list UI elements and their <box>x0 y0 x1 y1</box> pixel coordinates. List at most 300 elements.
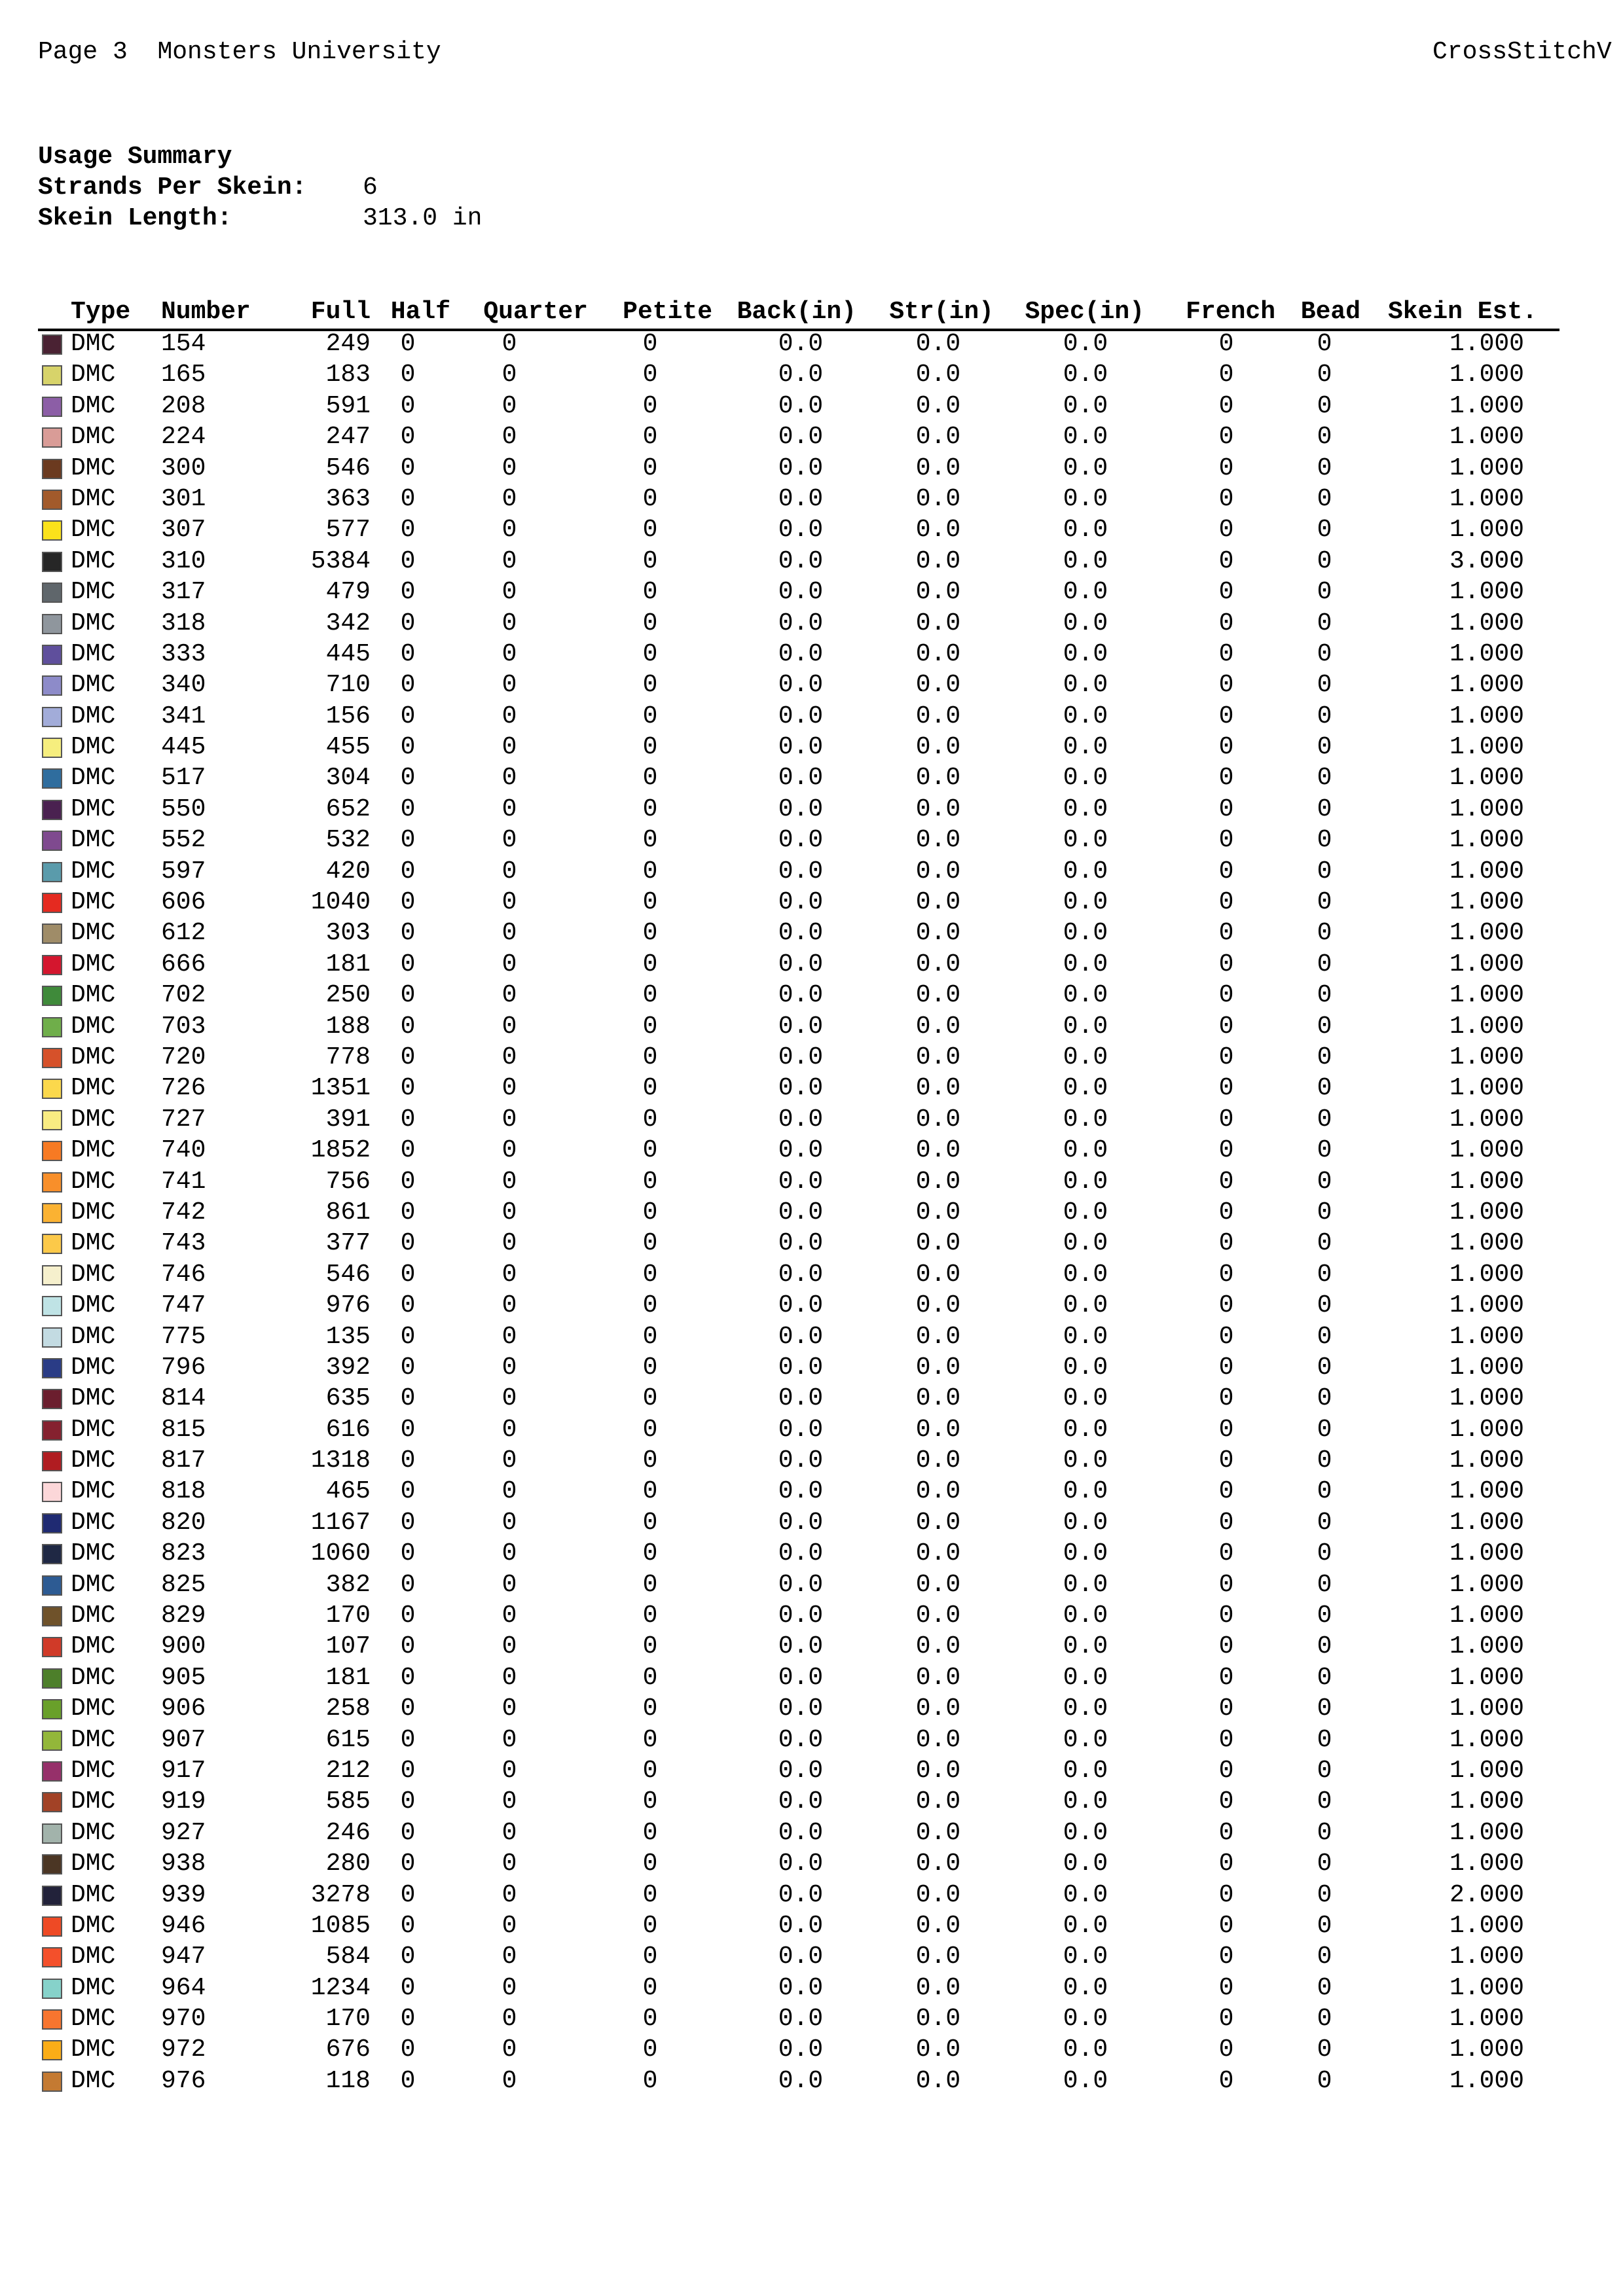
cell-half: 0 <box>400 1602 416 1630</box>
cell-petite: 0 <box>642 1756 658 1785</box>
cell-french: 0 <box>1218 1756 1234 1785</box>
cell-type: DMC <box>71 1074 116 1103</box>
cell-bead: 0 <box>1317 1632 1332 1661</box>
cell-skein: 1.000 <box>1449 1446 1524 1475</box>
cell-french: 0 <box>1218 795 1234 823</box>
color-swatch <box>42 955 62 975</box>
cell-french: 0 <box>1218 1167 1234 1196</box>
cell-number: 597 <box>161 857 206 886</box>
cell-french: 0 <box>1218 1632 1234 1661</box>
cell-back: 0.0 <box>778 2005 824 2034</box>
cell-skein: 1.000 <box>1449 2036 1524 2064</box>
cell-quarter: 0 <box>501 857 517 886</box>
cell-bead: 0 <box>1317 857 1332 886</box>
cell-type: DMC <box>71 826 116 855</box>
cell-type: DMC <box>71 1850 116 1878</box>
cell-skein: 2.000 <box>1449 1880 1524 1909</box>
cell-spec: 0.0 <box>1063 1570 1108 1599</box>
cell-skein: 1.000 <box>1449 1136 1524 1165</box>
cell-type: DMC <box>71 1818 116 1847</box>
cell-back: 0.0 <box>778 1725 824 1754</box>
cell-full: 1040 <box>310 888 371 917</box>
cell-type: DMC <box>71 1973 116 2002</box>
cell-bead: 0 <box>1317 391 1332 420</box>
cell-str: 0.0 <box>915 454 961 482</box>
color-swatch <box>42 862 62 882</box>
cell-french: 0 <box>1218 1911 1234 1940</box>
cell-number: 743 <box>161 1229 206 1258</box>
cell-str: 0.0 <box>915 1850 961 1878</box>
cell-str: 0.0 <box>915 609 961 637</box>
cell-skein: 1.000 <box>1449 1074 1524 1103</box>
cell-back: 0.0 <box>778 1787 824 1816</box>
cell-spec: 0.0 <box>1063 1136 1108 1165</box>
cell-full: 3278 <box>310 1880 371 1909</box>
cell-french: 0 <box>1218 1973 1234 2002</box>
cell-french: 0 <box>1218 1818 1234 1847</box>
cell-half: 0 <box>400 1539 416 1568</box>
cell-quarter: 0 <box>501 1632 517 1661</box>
cell-half: 0 <box>400 1477 416 1506</box>
cell-number: 970 <box>161 2005 206 2034</box>
cell-full: 170 <box>325 1602 371 1630</box>
cell-bead: 0 <box>1317 2066 1332 2095</box>
cell-quarter: 0 <box>501 1695 517 1723</box>
color-swatch <box>42 1761 62 1782</box>
cell-type: DMC <box>71 1880 116 1909</box>
color-swatch <box>42 2040 62 2060</box>
cell-skein: 1.000 <box>1449 1787 1524 1816</box>
color-swatch <box>42 552 62 572</box>
cell-quarter: 0 <box>501 547 517 575</box>
cell-half: 0 <box>400 1353 416 1382</box>
cell-petite: 0 <box>642 1508 658 1537</box>
cell-skein: 1.000 <box>1449 671 1524 700</box>
cell-french: 0 <box>1218 671 1234 700</box>
cell-skein: 1.000 <box>1449 826 1524 855</box>
cell-number: 740 <box>161 1136 206 1165</box>
cell-quarter: 0 <box>501 1446 517 1475</box>
cell-spec: 0.0 <box>1063 2066 1108 2095</box>
cell-full: 382 <box>325 1570 371 1599</box>
cell-full: 107 <box>325 1632 371 1661</box>
cell-petite: 0 <box>642 1043 658 1071</box>
cell-bead: 0 <box>1317 733 1332 762</box>
cell-full: 377 <box>325 1229 371 1258</box>
cell-bead: 0 <box>1317 1322 1332 1351</box>
cell-str: 0.0 <box>915 1818 961 1847</box>
cell-str: 0.0 <box>915 1663 961 1692</box>
skein-length-label: Skein Length: <box>38 204 232 232</box>
cell-french: 0 <box>1218 1229 1234 1258</box>
cell-type: DMC <box>71 671 116 700</box>
cell-str: 0.0 <box>915 516 961 545</box>
cell-type: DMC <box>71 361 116 389</box>
cell-str: 0.0 <box>915 795 961 823</box>
cell-spec: 0.0 <box>1063 1632 1108 1661</box>
cell-quarter: 0 <box>501 1136 517 1165</box>
cell-bead: 0 <box>1317 1477 1332 1506</box>
cell-number: 747 <box>161 1291 206 1320</box>
cell-str: 0.0 <box>915 1353 961 1382</box>
cell-half: 0 <box>400 547 416 575</box>
color-swatch <box>42 520 62 541</box>
cell-back: 0.0 <box>778 1105 824 1134</box>
cell-skein: 3.000 <box>1449 547 1524 575</box>
cell-full: 280 <box>325 1850 371 1878</box>
cell-petite: 0 <box>642 795 658 823</box>
cell-skein: 1.000 <box>1449 2066 1524 2095</box>
cell-bead: 0 <box>1317 1508 1332 1537</box>
cell-french: 0 <box>1218 1012 1234 1041</box>
cell-full: 249 <box>325 330 371 358</box>
cell-full: 181 <box>325 1663 371 1692</box>
cell-str: 0.0 <box>915 1446 961 1475</box>
cell-back: 0.0 <box>778 1136 824 1165</box>
cell-quarter: 0 <box>501 1850 517 1878</box>
cell-spec: 0.0 <box>1063 1880 1108 1909</box>
cell-bead: 0 <box>1317 1136 1332 1165</box>
cell-quarter: 0 <box>501 888 517 917</box>
cell-bead: 0 <box>1317 1725 1332 1754</box>
color-swatch <box>42 1017 62 1037</box>
cell-back: 0.0 <box>778 1508 824 1537</box>
cell-petite: 0 <box>642 516 658 545</box>
cell-number: 796 <box>161 1353 206 1382</box>
cell-petite: 0 <box>642 950 658 978</box>
cell-skein: 1.000 <box>1449 702 1524 730</box>
cell-french: 0 <box>1218 857 1234 886</box>
cell-half: 0 <box>400 1167 416 1196</box>
cell-back: 0.0 <box>778 639 824 668</box>
cell-french: 0 <box>1218 423 1234 452</box>
cell-back: 0.0 <box>778 1477 824 1506</box>
cell-skein: 1.000 <box>1449 1756 1524 1785</box>
cell-spec: 0.0 <box>1063 1602 1108 1630</box>
cell-number: 817 <box>161 1446 206 1475</box>
cell-type: DMC <box>71 1229 116 1258</box>
cell-number: 823 <box>161 1539 206 1568</box>
cell-quarter: 0 <box>501 671 517 700</box>
cell-spec: 0.0 <box>1063 1725 1108 1754</box>
cell-full: 676 <box>325 2036 371 2064</box>
cell-skein: 1.000 <box>1449 1539 1524 1568</box>
cell-str: 0.0 <box>915 2066 961 2095</box>
cell-spec: 0.0 <box>1063 1105 1108 1134</box>
cell-str: 0.0 <box>915 826 961 855</box>
cell-half: 0 <box>400 1260 416 1289</box>
cell-quarter: 0 <box>501 764 517 793</box>
cell-quarter: 0 <box>501 516 517 545</box>
cell-back: 0.0 <box>778 1260 824 1289</box>
cell-quarter: 0 <box>501 330 517 358</box>
cell-back: 0.0 <box>778 1167 824 1196</box>
cell-back: 0.0 <box>778 1818 824 1847</box>
cell-spec: 0.0 <box>1063 1446 1108 1475</box>
cell-french: 0 <box>1218 1353 1234 1382</box>
cell-type: DMC <box>71 919 116 948</box>
cell-spec: 0.0 <box>1063 1384 1108 1413</box>
cell-full: 616 <box>325 1415 371 1444</box>
cell-spec: 0.0 <box>1063 1353 1108 1382</box>
cell-full: 455 <box>325 733 371 762</box>
strands-value: 6 <box>363 173 378 202</box>
cell-spec: 0.0 <box>1063 578 1108 607</box>
cell-half: 0 <box>400 1973 416 2002</box>
cell-number: 726 <box>161 1074 206 1103</box>
cell-quarter: 0 <box>501 361 517 389</box>
cell-french: 0 <box>1218 516 1234 545</box>
cell-half: 0 <box>400 950 416 978</box>
cell-number: 907 <box>161 1725 206 1754</box>
cell-petite: 0 <box>642 1850 658 1878</box>
cell-bead: 0 <box>1317 609 1332 637</box>
cell-full: 258 <box>325 1695 371 1723</box>
cell-bead: 0 <box>1317 888 1332 917</box>
color-swatch <box>42 924 62 944</box>
cell-full: 479 <box>325 578 371 607</box>
cell-french: 0 <box>1218 330 1234 358</box>
cell-skein: 1.000 <box>1449 391 1524 420</box>
cell-spec: 0.0 <box>1063 1508 1108 1537</box>
cell-full: 183 <box>325 361 371 389</box>
cell-str: 0.0 <box>915 1725 961 1754</box>
color-swatch <box>42 1203 62 1223</box>
color-swatch <box>42 645 62 665</box>
cell-str: 0.0 <box>915 981 961 1010</box>
cell-quarter: 0 <box>501 1074 517 1103</box>
cell-back: 0.0 <box>778 484 824 513</box>
cell-full: 1060 <box>310 1539 371 1568</box>
cell-spec: 0.0 <box>1063 981 1108 1010</box>
color-swatch <box>42 365 62 386</box>
cell-bead: 0 <box>1317 2005 1332 2034</box>
cell-bead: 0 <box>1317 1384 1332 1413</box>
column-header-full: Full <box>310 298 371 326</box>
cell-type: DMC <box>71 1695 116 1723</box>
cell-bead: 0 <box>1317 2036 1332 2064</box>
cell-back: 0.0 <box>778 1850 824 1878</box>
cell-spec: 0.0 <box>1063 1911 1108 1940</box>
cell-petite: 0 <box>642 1695 658 1723</box>
cell-petite: 0 <box>642 1229 658 1258</box>
cell-str: 0.0 <box>915 2036 961 2064</box>
cell-str: 0.0 <box>915 1787 961 1816</box>
cell-back: 0.0 <box>778 578 824 607</box>
color-swatch <box>42 831 62 851</box>
cell-quarter: 0 <box>501 1663 517 1692</box>
cell-skein: 1.000 <box>1449 1477 1524 1506</box>
cell-skein: 1.000 <box>1449 330 1524 358</box>
cell-number: 814 <box>161 1384 206 1413</box>
cell-spec: 0.0 <box>1063 733 1108 762</box>
cell-number: 702 <box>161 981 206 1010</box>
cell-type: DMC <box>71 454 116 482</box>
cell-full: 363 <box>325 484 371 513</box>
cell-petite: 0 <box>642 1167 658 1196</box>
cell-half: 0 <box>400 1074 416 1103</box>
cell-number: 318 <box>161 609 206 637</box>
cell-spec: 0.0 <box>1063 795 1108 823</box>
cell-number: 666 <box>161 950 206 978</box>
color-swatch <box>42 986 62 1006</box>
cell-full: 303 <box>325 919 371 948</box>
cell-number: 829 <box>161 1602 206 1630</box>
cell-french: 0 <box>1218 888 1234 917</box>
cell-back: 0.0 <box>778 1911 824 1940</box>
cell-petite: 0 <box>642 547 658 575</box>
cell-type: DMC <box>71 578 116 607</box>
cell-skein: 1.000 <box>1449 1105 1524 1134</box>
cell-petite: 0 <box>642 1105 658 1134</box>
cell-type: DMC <box>71 1012 116 1041</box>
color-swatch <box>42 1172 62 1193</box>
cell-number: 818 <box>161 1477 206 1506</box>
color-swatch <box>42 1079 62 1099</box>
color-swatch <box>42 1420 62 1441</box>
cell-bead: 0 <box>1317 516 1332 545</box>
cell-back: 0.0 <box>778 919 824 948</box>
cell-bead: 0 <box>1317 454 1332 482</box>
cell-full: 778 <box>325 1043 371 1071</box>
cell-number: 208 <box>161 391 206 420</box>
cell-full: 445 <box>325 639 371 668</box>
cell-number: 976 <box>161 2066 206 2095</box>
cell-skein: 1.000 <box>1449 2005 1524 2034</box>
color-swatch <box>42 1575 62 1596</box>
cell-petite: 0 <box>642 1384 658 1413</box>
color-swatch <box>42 1699 62 1719</box>
cell-type: DMC <box>71 1911 116 1940</box>
cell-number: 775 <box>161 1322 206 1351</box>
cell-full: 391 <box>325 1105 371 1134</box>
cell-bead: 0 <box>1317 1198 1332 1227</box>
cell-half: 0 <box>400 1756 416 1785</box>
cell-str: 0.0 <box>915 1043 961 1071</box>
cell-back: 0.0 <box>778 1415 824 1444</box>
cell-type: DMC <box>71 795 116 823</box>
cell-skein: 1.000 <box>1449 1012 1524 1041</box>
cell-petite: 0 <box>642 423 658 452</box>
cell-bead: 0 <box>1317 919 1332 948</box>
cell-spec: 0.0 <box>1063 547 1108 575</box>
cell-str: 0.0 <box>915 1012 961 1041</box>
cell-petite: 0 <box>642 702 658 730</box>
cell-petite: 0 <box>642 1725 658 1754</box>
color-swatch <box>42 1606 62 1626</box>
cell-quarter: 0 <box>501 1260 517 1289</box>
cell-skein: 1.000 <box>1449 1322 1524 1351</box>
cell-petite: 0 <box>642 1570 658 1599</box>
cell-petite: 0 <box>642 1663 658 1692</box>
cell-number: 703 <box>161 1012 206 1041</box>
cell-petite: 0 <box>642 1446 658 1475</box>
cell-str: 0.0 <box>915 1602 961 1630</box>
cell-full: 247 <box>325 423 371 452</box>
cell-bead: 0 <box>1317 361 1332 389</box>
cell-half: 0 <box>400 2066 416 2095</box>
cell-bead: 0 <box>1317 484 1332 513</box>
page-header-left <box>38 37 441 68</box>
cell-half: 0 <box>400 795 416 823</box>
cell-french: 0 <box>1218 1663 1234 1692</box>
cell-skein: 1.000 <box>1449 1415 1524 1444</box>
cell-quarter: 0 <box>501 391 517 420</box>
page-header-right: CrossStitchV <box>1432 38 1612 66</box>
cell-skein: 1.000 <box>1449 981 1524 1010</box>
cell-petite: 0 <box>642 484 658 513</box>
cell-half: 0 <box>400 1818 416 1847</box>
cell-type: DMC <box>71 2005 116 2034</box>
cell-bead: 0 <box>1317 826 1332 855</box>
cell-full: 591 <box>325 391 371 420</box>
cell-petite: 0 <box>642 1012 658 1041</box>
cell-half: 0 <box>400 1415 416 1444</box>
cell-type: DMC <box>71 1105 116 1134</box>
cell-full: 342 <box>325 609 371 637</box>
cell-spec: 0.0 <box>1063 1943 1108 1971</box>
cell-french: 0 <box>1218 1725 1234 1754</box>
cell-type: DMC <box>71 1632 116 1661</box>
cell-full: 1852 <box>310 1136 371 1165</box>
cell-type: DMC <box>71 1943 116 1971</box>
cell-skein: 1.000 <box>1449 888 1524 917</box>
cell-half: 0 <box>400 2005 416 2034</box>
cell-petite: 0 <box>642 1136 658 1165</box>
cell-half: 0 <box>400 1695 416 1723</box>
cell-str: 0.0 <box>915 1973 961 2002</box>
cell-bead: 0 <box>1317 578 1332 607</box>
cell-number: 340 <box>161 671 206 700</box>
cell-french: 0 <box>1218 1508 1234 1537</box>
cell-type: DMC <box>71 484 116 513</box>
cell-spec: 0.0 <box>1063 1477 1108 1506</box>
cell-petite: 0 <box>642 857 658 886</box>
cell-half: 0 <box>400 1787 416 1816</box>
cell-quarter: 0 <box>501 1539 517 1568</box>
cell-petite: 0 <box>642 1787 658 1816</box>
cell-bead: 0 <box>1317 702 1332 730</box>
cell-quarter: 0 <box>501 2005 517 2034</box>
cell-half: 0 <box>400 1632 416 1661</box>
cell-type: DMC <box>71 330 116 358</box>
cell-str: 0.0 <box>915 733 961 762</box>
cell-number: 919 <box>161 1787 206 1816</box>
cell-bead: 0 <box>1317 1850 1332 1878</box>
color-swatch <box>42 2072 62 2092</box>
cell-type: DMC <box>71 1291 116 1320</box>
cell-bead: 0 <box>1317 1787 1332 1816</box>
column-header-quarter: Quarter <box>483 298 588 326</box>
cell-number: 938 <box>161 1850 206 1878</box>
cell-bead: 0 <box>1317 1570 1332 1599</box>
cell-french: 0 <box>1218 1446 1234 1475</box>
cell-french: 0 <box>1218 1105 1234 1134</box>
cell-str: 0.0 <box>915 950 961 978</box>
cell-bead: 0 <box>1317 423 1332 452</box>
cell-type: DMC <box>71 1446 116 1475</box>
cell-quarter: 0 <box>501 1353 517 1382</box>
column-header-skein: Skein Est. <box>1387 298 1537 326</box>
cell-full: 188 <box>325 1012 371 1041</box>
cell-full: 5384 <box>310 547 371 575</box>
cell-half: 0 <box>400 484 416 513</box>
cell-french: 0 <box>1218 391 1234 420</box>
cell-french: 0 <box>1218 950 1234 978</box>
color-swatch <box>42 1637 62 1657</box>
cell-number: 742 <box>161 1198 206 1227</box>
cell-back: 0.0 <box>778 733 824 762</box>
